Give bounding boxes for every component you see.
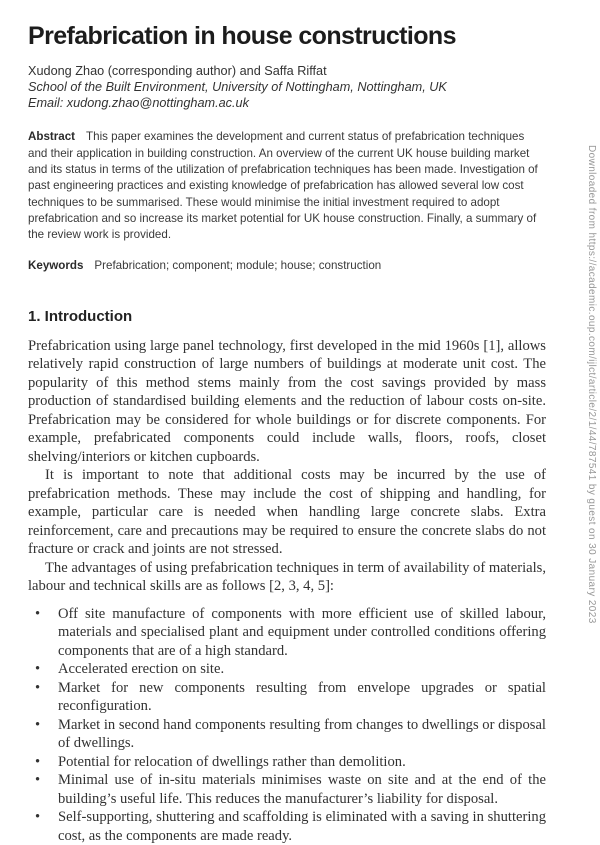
list-item-text: Potential for relocation of dwellings rather than demolition. — [58, 753, 406, 770]
intro-paragraph-2: It is important to note that additional costs may be incurred by the use of prefabrication methods. These may include the cost of shipping and handling, for example, particular care is needed when handling large concrete slabs. Extra reinforcement, care and precautions may be required to ensure the concrete slabs do not fracture or crack and joints are not stressed. — [28, 467, 546, 558]
email-line: Email: xudong.zhao@nottingham.ac.uk — [28, 95, 249, 110]
abstract-text: This paper examines the development and current status of prefabrication techniques and their application in building construction. An overview of the current UK house building market and its status in terms of the utilization of prefabrication techniques has been made. Investigation of past engineering practices and existing knowledge of prefabrication has allowed several low cost techniques to be summarised. These would minimise the initial investment required to adopt prefabrication and so increase its market potential for UK house construction. Finally, a summary of the review work is provided. — [28, 130, 538, 242]
list-item-text: Off site manufacture of components with more efficient use of skilled labour, materials and specialised plant and equipment under controlled conditions offering components that are of a high standard. — [58, 605, 546, 659]
bullet-icon: • — [35, 716, 41, 733]
abstract-label: Abstract — [28, 130, 76, 144]
bullet-icon: • — [35, 661, 41, 678]
list-item-text: Self-supporting, shuttering and scaffolding is eliminated with a saving in shuttering cost, as the components are made ready. — [58, 809, 546, 844]
list-item-text: Market in second hand components resulting from changes to dwellings or disposal of dwellings. — [58, 716, 546, 752]
bullet-icon: • — [35, 772, 41, 789]
keywords-block — [28, 258, 546, 274]
list-item — [28, 679, 546, 716]
list-item-text: Market for new components resulting from envelope upgrades or spatial reconfiguration. — [58, 679, 546, 715]
list-item — [28, 605, 546, 661]
section-heading-introduction: 1. Introduction — [28, 307, 133, 325]
list-item — [28, 771, 546, 808]
authors-line: Xudong Zhao (corresponding author) and Saffa Riffat — [28, 64, 327, 78]
bullet-icon: • — [35, 753, 41, 770]
list-item-text: Accelerated erection on site. — [58, 661, 225, 678]
bullet-icon: • — [35, 679, 41, 696]
intro-paragraph-1: Prefabrication using large panel technology, first developed in the mid 1960s [1], allows relatively rapid construction of large numbers of buildings at moderate unit cost. The popularity of this method stems mainly from the cost savings provided by mass production of standardised building elements and the reduction of labour costs on-site. Prefabrication may be considered for whole buildings or for discrete components. For example, prefabricated components could include walls, floors, roofs, closet shelving/interiors or kitchen cupboards. — [28, 337, 546, 465]
keywords-text: Prefabrication; component; module; house; construction — [94, 259, 382, 273]
paper-title: Prefabrication in house constructions — [28, 22, 456, 50]
list-item — [28, 716, 546, 753]
list-item — [28, 753, 546, 772]
keywords-label: Keywords — [28, 259, 84, 273]
affiliation-line: School of the Built Environment, University of Nottingham, Nottingham, UK — [28, 79, 447, 94]
list-item — [28, 660, 546, 679]
bullet-icon: • — [35, 809, 41, 826]
advantages-list — [28, 605, 546, 845]
list-item — [28, 808, 546, 845]
download-watermark: Downloaded from https://academic.oup.com/ijlct/article/2/1/44/787541 by guest on 30 January 2023 — [586, 145, 597, 624]
list-item-text: Minimal use of in-situ materials minimises waste on site and at the end of the building’s useful life. This reduces the manufacturer’s liability for disposal. — [58, 772, 546, 807]
abstract-block — [28, 129, 546, 243]
bullet-icon: • — [35, 605, 41, 622]
intro-paragraph-3: The advantages of using prefabrication techniques in term of availability of materials, labour and technical skills are as follows [2, 3, 4, 5]: — [28, 559, 546, 595]
